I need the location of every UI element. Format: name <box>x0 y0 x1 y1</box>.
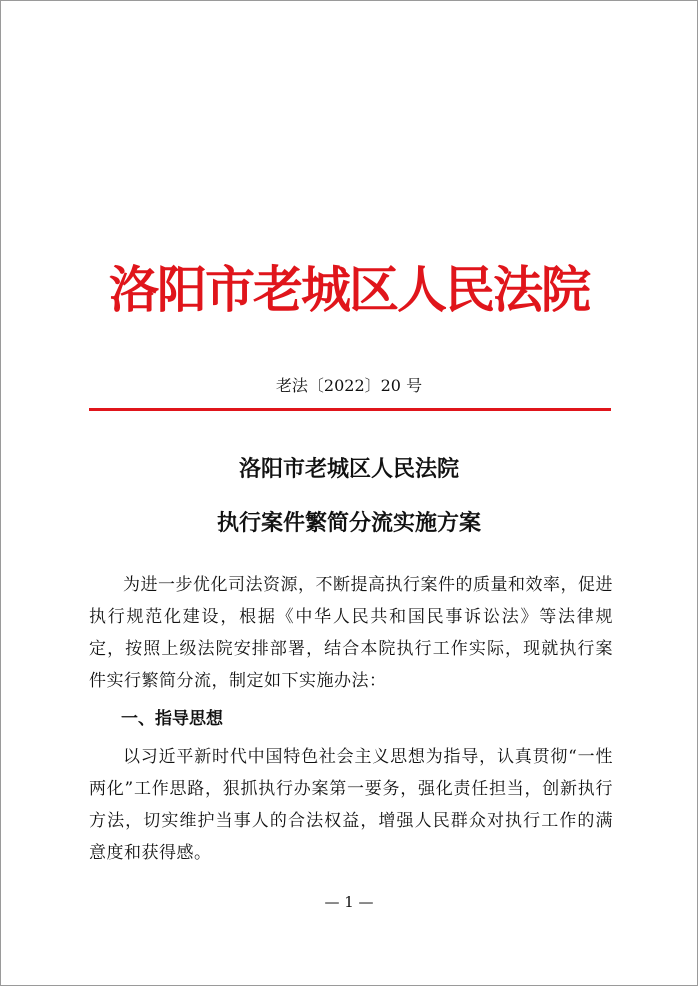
body-paragraph-1 <box>89 569 613 697</box>
document-title-line-2: 执行案件繁简分流实施方案 <box>216 510 481 536</box>
page-number: — 1 — <box>324 893 374 911</box>
paragraph-text: 以习近平新时代中国特色社会主义思想为指导，认真贯彻“一性两化”工作思路，狠抓执行办案第一要务，强化责任担当，创新执行方法，切实维护当事人的合法权益，增强人民群众对执行工作的满意度和获得感。 <box>89 747 613 863</box>
paragraph-text: 为进一步优化司法资源，不断提高执行案件的质量和效率，促进执行规范化建设，根据《中华人民共和国民事诉讼法》等法律规定，按照上级法院安排部署，结合本院执行工作实际，现就执行案件实行繁简分流，制定如下实施办法： <box>89 575 613 691</box>
body-paragraph-2 <box>89 741 613 869</box>
section-heading-guiding-ideology: 一、指导思想 <box>121 709 223 729</box>
document-number: 老法〔2022〕20 号 <box>275 376 423 395</box>
issuing-organization-title: 洛阳市老城区人民法院 <box>109 261 589 319</box>
red-separator-line <box>89 408 611 411</box>
document-title-line-1: 洛阳市老城区人民法院 <box>238 456 459 482</box>
